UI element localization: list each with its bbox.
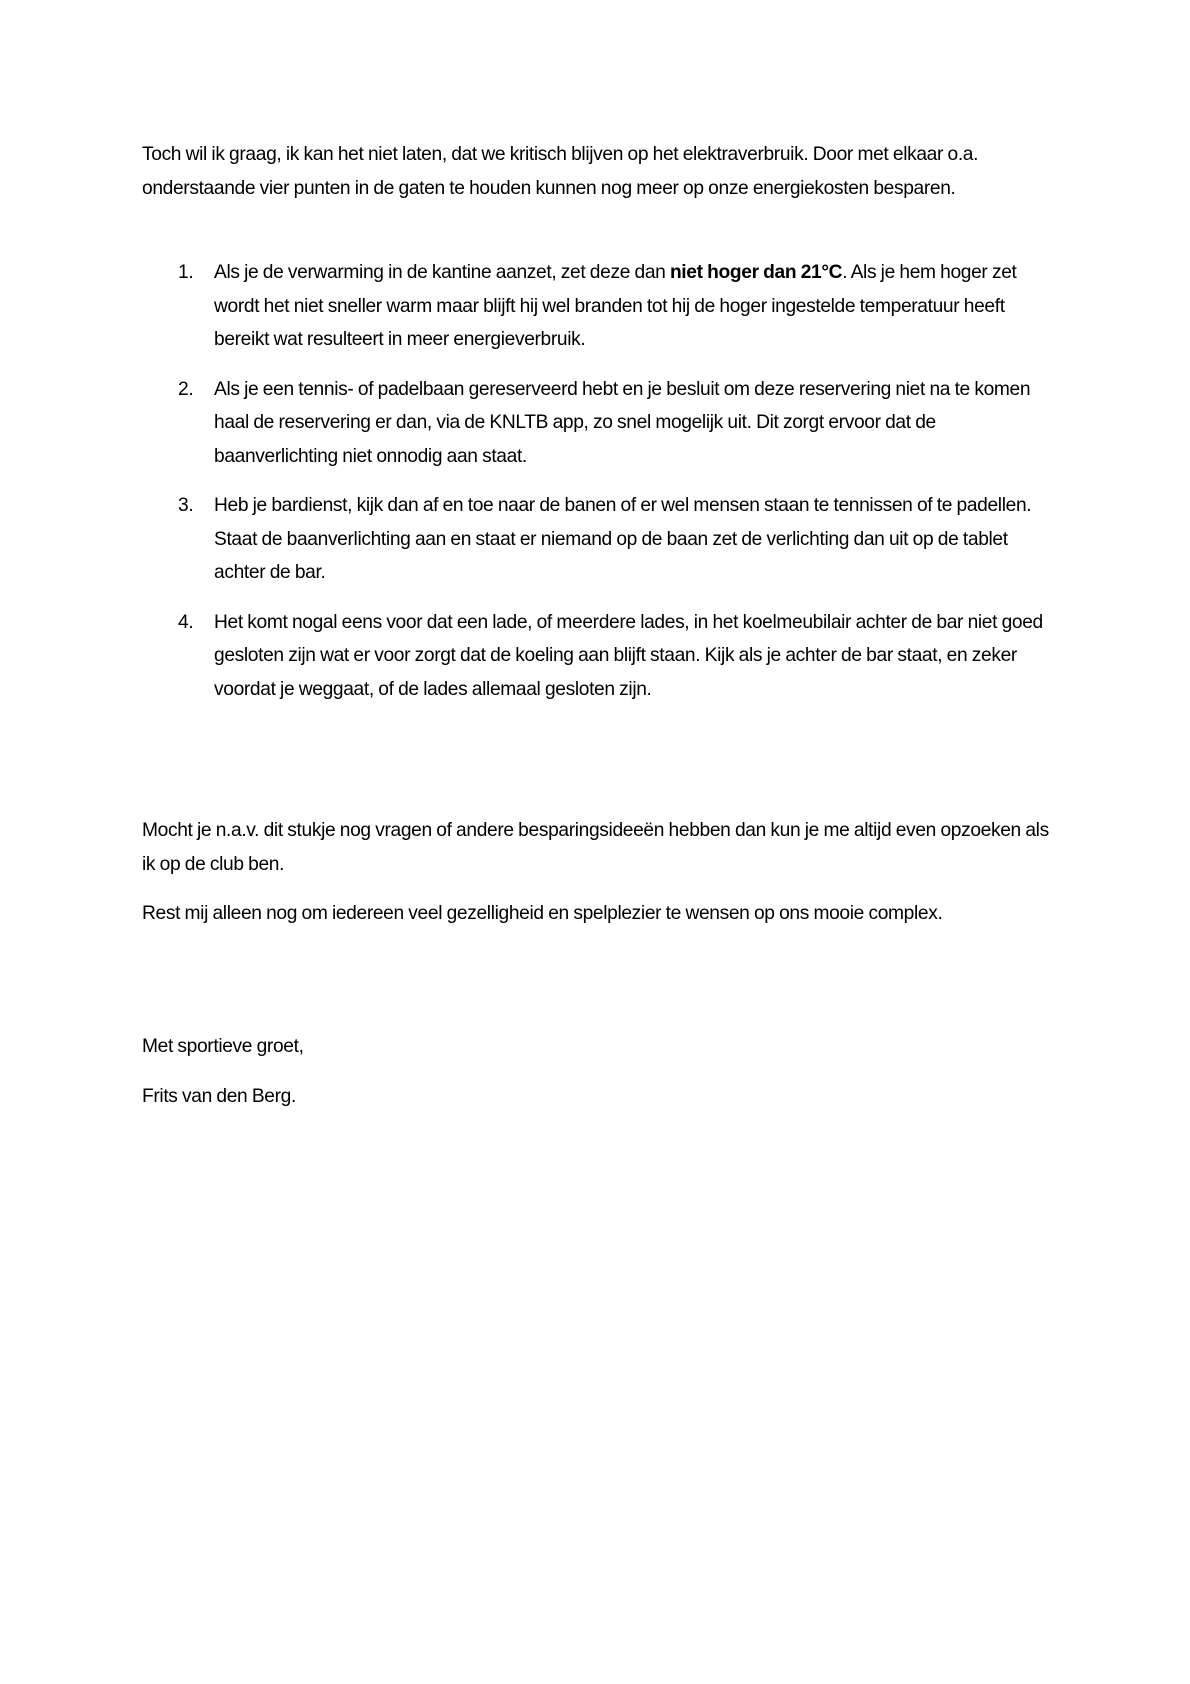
closing-paragraph-wishes: Rest mij alleen nog om iedereen veel gezelligheid en spelplezier te wensen op ons mooie complex. bbox=[142, 903, 943, 924]
list-item bbox=[142, 256, 1062, 357]
list-item bbox=[142, 489, 1062, 590]
list-item-text: Heb je bardienst, kijk dan af en toe naar de banen of er wel mensen staan te tennissen of te padellen. Staat de baanverlichting aan en staat er niemand op de baan zet de verlichting dan uit op de tablet achter de bar. bbox=[214, 495, 1032, 583]
energy-saving-tips-list bbox=[142, 256, 1062, 722]
list-item bbox=[142, 373, 1062, 474]
list-item-text-after: . Als je hem hoger zet wordt het niet sneller warm maar blijft hij wel branden tot hij de hoger ingestelde temperatuur heeft bereikt wat resulteert in meer energieverbruik. bbox=[214, 262, 1017, 350]
list-item bbox=[142, 606, 1062, 707]
list-item-text-bold: niet hoger dan 21°C bbox=[669, 262, 843, 283]
closing-paragraph-questions: Mocht je n.a.v. dit stukje nog vragen of andere besparingsideeën hebben dan kun je me altijd even opzoeken als ik op de club ben. bbox=[142, 820, 1049, 875]
list-item-text: Het komt nogal eens voor dat een lade, of meerdere lades, in het koelmeubilair achter de bar niet goed gesloten zijn wat er voor zorgt dat de koeling aan blijft staan. Kijk als je achter de bar staat, en zeker voordat je weggaat, of de lades allemaal gesloten zijn. bbox=[214, 611, 1043, 700]
list-item-number: 4. bbox=[178, 611, 194, 633]
list-item-text: Als je een tennis- of padelbaan gereserveerd hebt en je besluit om deze reservering niet na te komen haal de reservering er dan, via de KNLTB app, zo snel mogelijk uit. Dit zorgt ervoor dat de baanverlichting niet onnodig aan staat. bbox=[214, 378, 1031, 467]
list-item-number: 1. bbox=[178, 262, 194, 283]
signature: Frits van den Berg. bbox=[142, 1086, 296, 1107]
list-item-number: 2. bbox=[178, 378, 194, 400]
intro-paragraph: Toch wil ik graag, ik kan het niet laten, dat we kritisch blijven op het elektraverbruik. Door met elkaar o.a. onderstaande vier punten in de gaten te houden kunnen nog meer op onze energiekosten besparen. bbox=[142, 144, 979, 199]
list-item-text bbox=[214, 262, 1017, 350]
greeting: Met sportieve groet, bbox=[142, 1036, 304, 1057]
list-item-text-before: Als je de verwarming in de kantine aanzet, zet deze dan bbox=[214, 262, 670, 283]
list-item-number: 3. bbox=[178, 495, 194, 516]
